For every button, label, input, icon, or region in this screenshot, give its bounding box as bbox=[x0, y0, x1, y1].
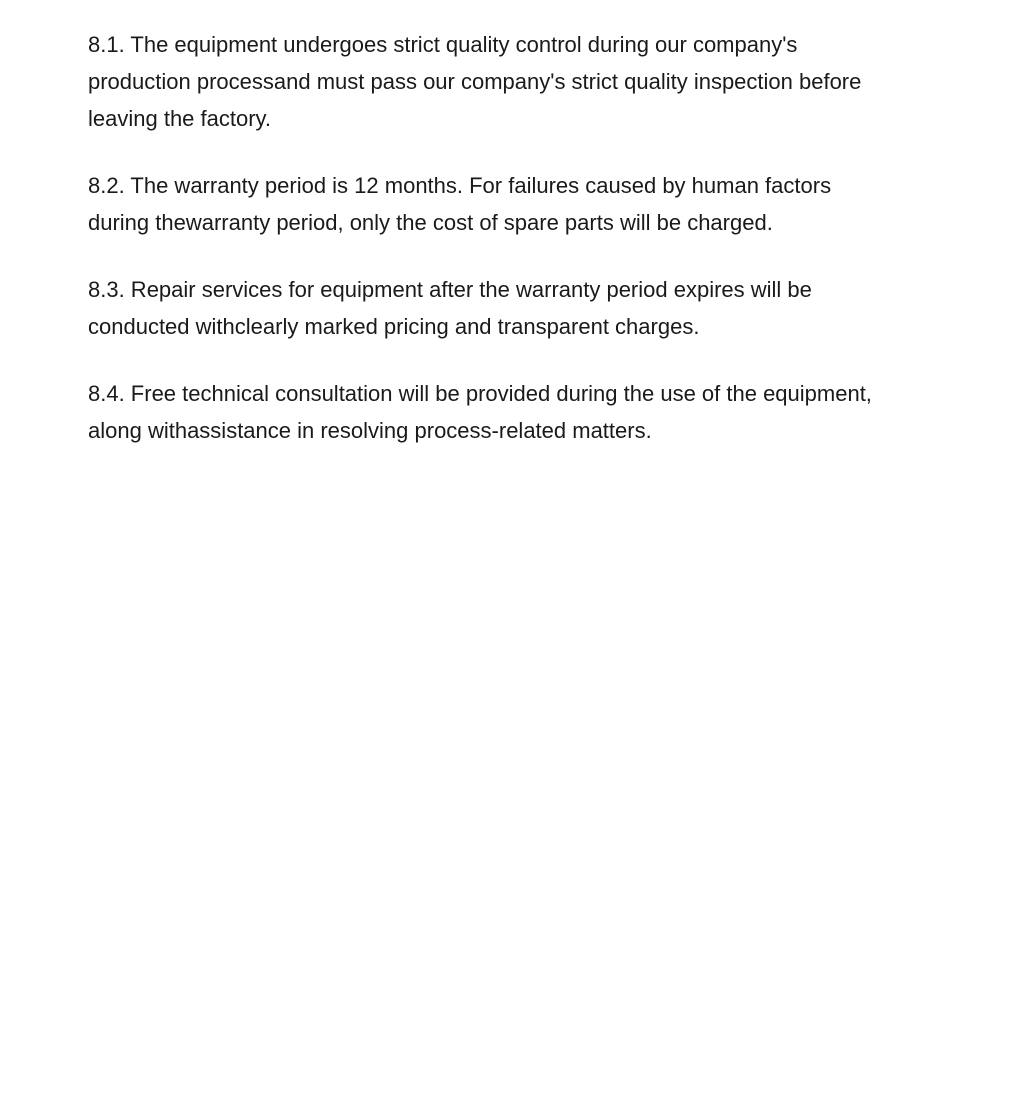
text-line: 8.3. Repair services for equipment after the warranty period expires will be bbox=[88, 277, 812, 302]
paragraph-8-2 bbox=[88, 167, 964, 241]
text-line: 8.1. The equipment undergoes strict quality control during our company's bbox=[88, 32, 798, 57]
text-line: leaving the factory. bbox=[88, 106, 272, 131]
text-line: production processand must pass our company's strict quality inspection before bbox=[88, 69, 862, 94]
text-line: 8.4. Free technical consultation will be provided during the use of the equipment, bbox=[88, 381, 872, 406]
text-line: along withassistance in resolving process-related matters. bbox=[88, 418, 652, 443]
paragraph-8-3 bbox=[88, 271, 964, 345]
document-content bbox=[0, 0, 1024, 449]
text-line: during thewarranty period, only the cost of spare parts will be charged. bbox=[88, 210, 773, 235]
paragraph-8-1 bbox=[88, 26, 964, 137]
text-line: 8.2. The warranty period is 12 months. For failures caused by human factors bbox=[88, 173, 832, 198]
paragraph-8-4 bbox=[88, 375, 964, 449]
text-line: conducted withclearly marked pricing and transparent charges. bbox=[88, 314, 700, 339]
